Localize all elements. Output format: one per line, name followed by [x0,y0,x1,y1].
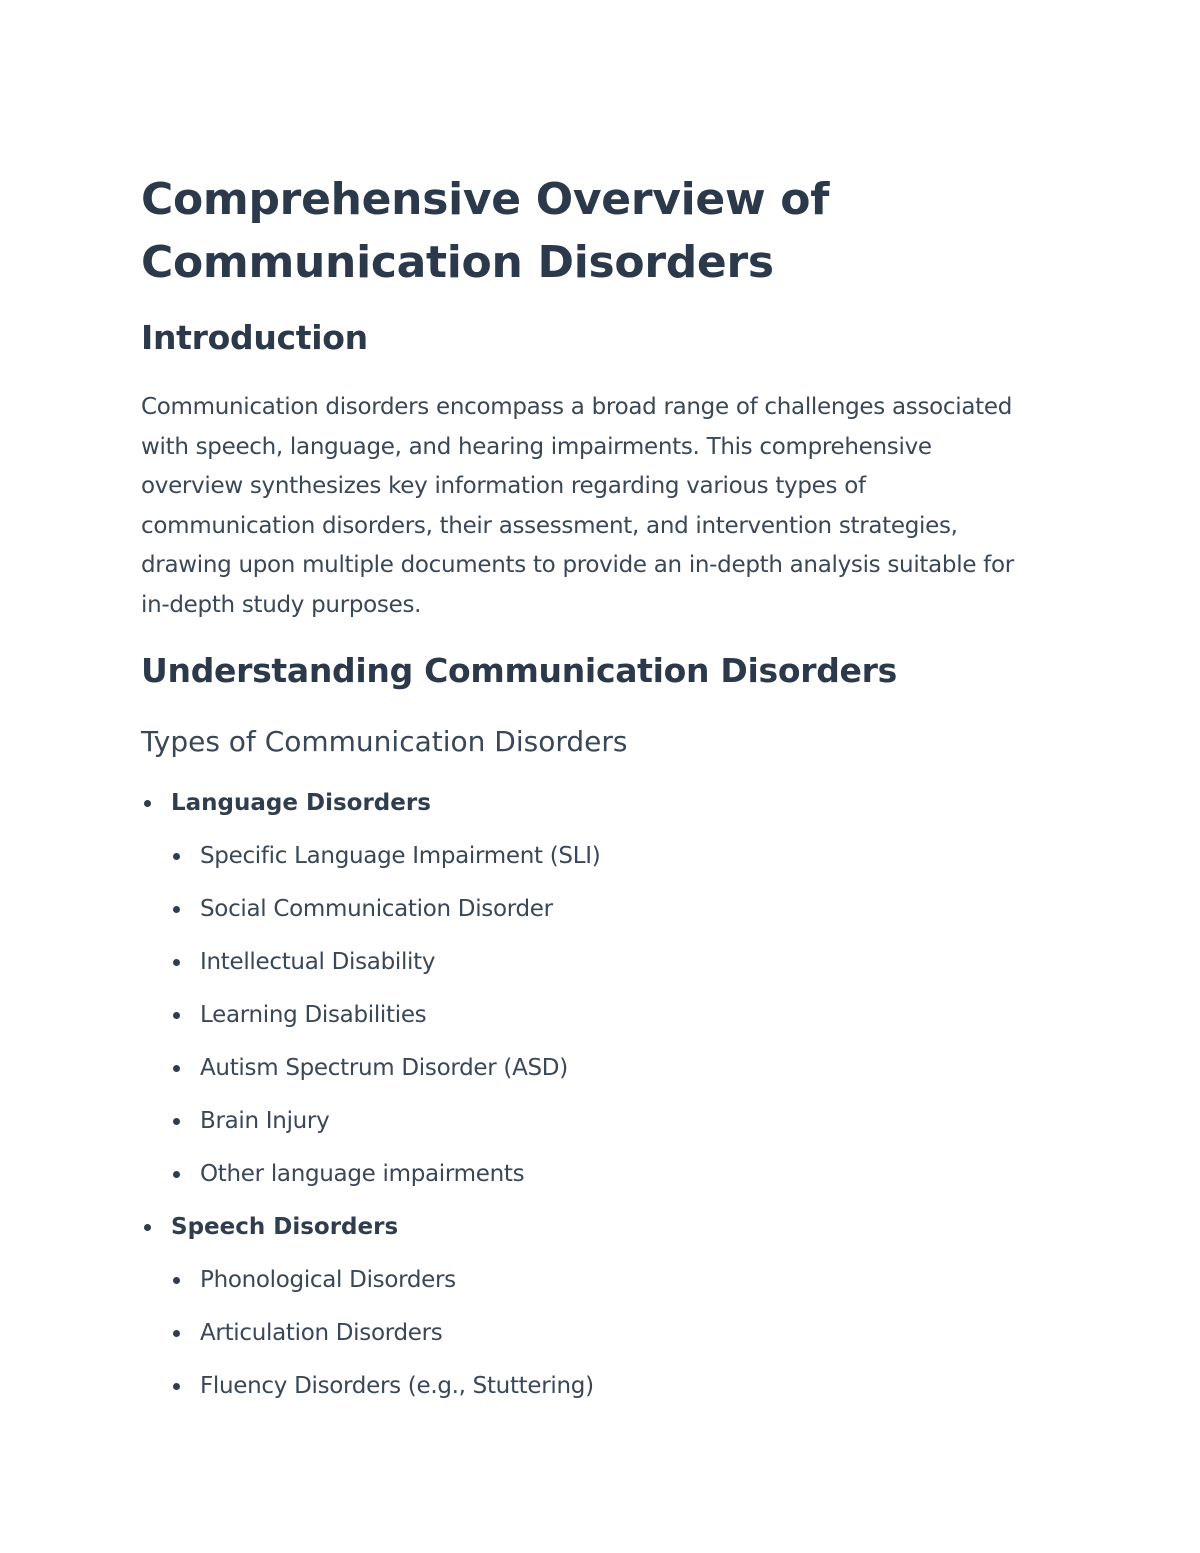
section-heading-understanding: Understanding Communication Disorders [141,651,897,690]
bullet-icon [173,1171,180,1178]
bullet-icon [144,1224,151,1231]
list-item-label: Learning Disabilities [200,1002,427,1028]
bullet-icon [173,1277,180,1284]
list-item-label: Intellectual Disability [200,949,436,975]
list-item [141,1314,1021,1367]
list-item-category [141,784,1021,837]
subheading-types: Types of Communication Disorders [141,725,628,758]
list-item-label: Other language impairments [200,1161,525,1187]
bullet-icon [173,959,180,966]
list-item-label: Fluency Disorders (e.g., Stuttering) [200,1373,594,1399]
bullet-icon [173,1065,180,1072]
list-item [141,1049,1021,1102]
list-item [141,996,1021,1049]
bullet-icon [173,1118,180,1125]
list-item-label: Specific Language Impairment (SLI) [200,843,601,869]
category-label: Speech Disorders [171,1214,399,1240]
disorder-category-list [141,784,1021,1420]
bullet-icon [173,1012,180,1019]
introduction-paragraph: Communication disorders encompass a broad range of challenges associated with speech, language, and hearing impairments. This comprehensive overview synthesizes key information regarding various types of communication disorders, their assessment, and intervention strategies, drawing upon multiple documents to provide an in-depth analysis suitable for in-depth study purposes. [141,394,1014,618]
list-item [141,1102,1021,1155]
list-item-category [141,1208,1021,1261]
list-item-label: Social Communication Disorder [200,896,553,922]
list-item [141,837,1021,890]
bullet-icon [144,800,151,807]
list-item [141,943,1021,996]
bullet-icon [173,1330,180,1337]
list-item-label: Autism Spectrum Disorder (ASD) [200,1055,568,1081]
section-heading-introduction: Introduction [141,318,368,357]
list-item [141,1367,1021,1420]
list-item-label: Brain Injury [200,1108,330,1134]
bullet-icon [173,906,180,913]
list-item [141,1155,1021,1208]
category-label: Language Disorders [171,790,431,816]
list-item-label: Articulation Disorders [200,1320,443,1346]
list-item-label: Phonological Disorders [200,1267,456,1293]
list-item [141,890,1021,943]
bullet-icon [173,1383,180,1390]
list-item [141,1261,1021,1314]
document-title: Comprehensive Overview of Communication Disorders [141,174,830,288]
bullet-icon [173,853,180,860]
